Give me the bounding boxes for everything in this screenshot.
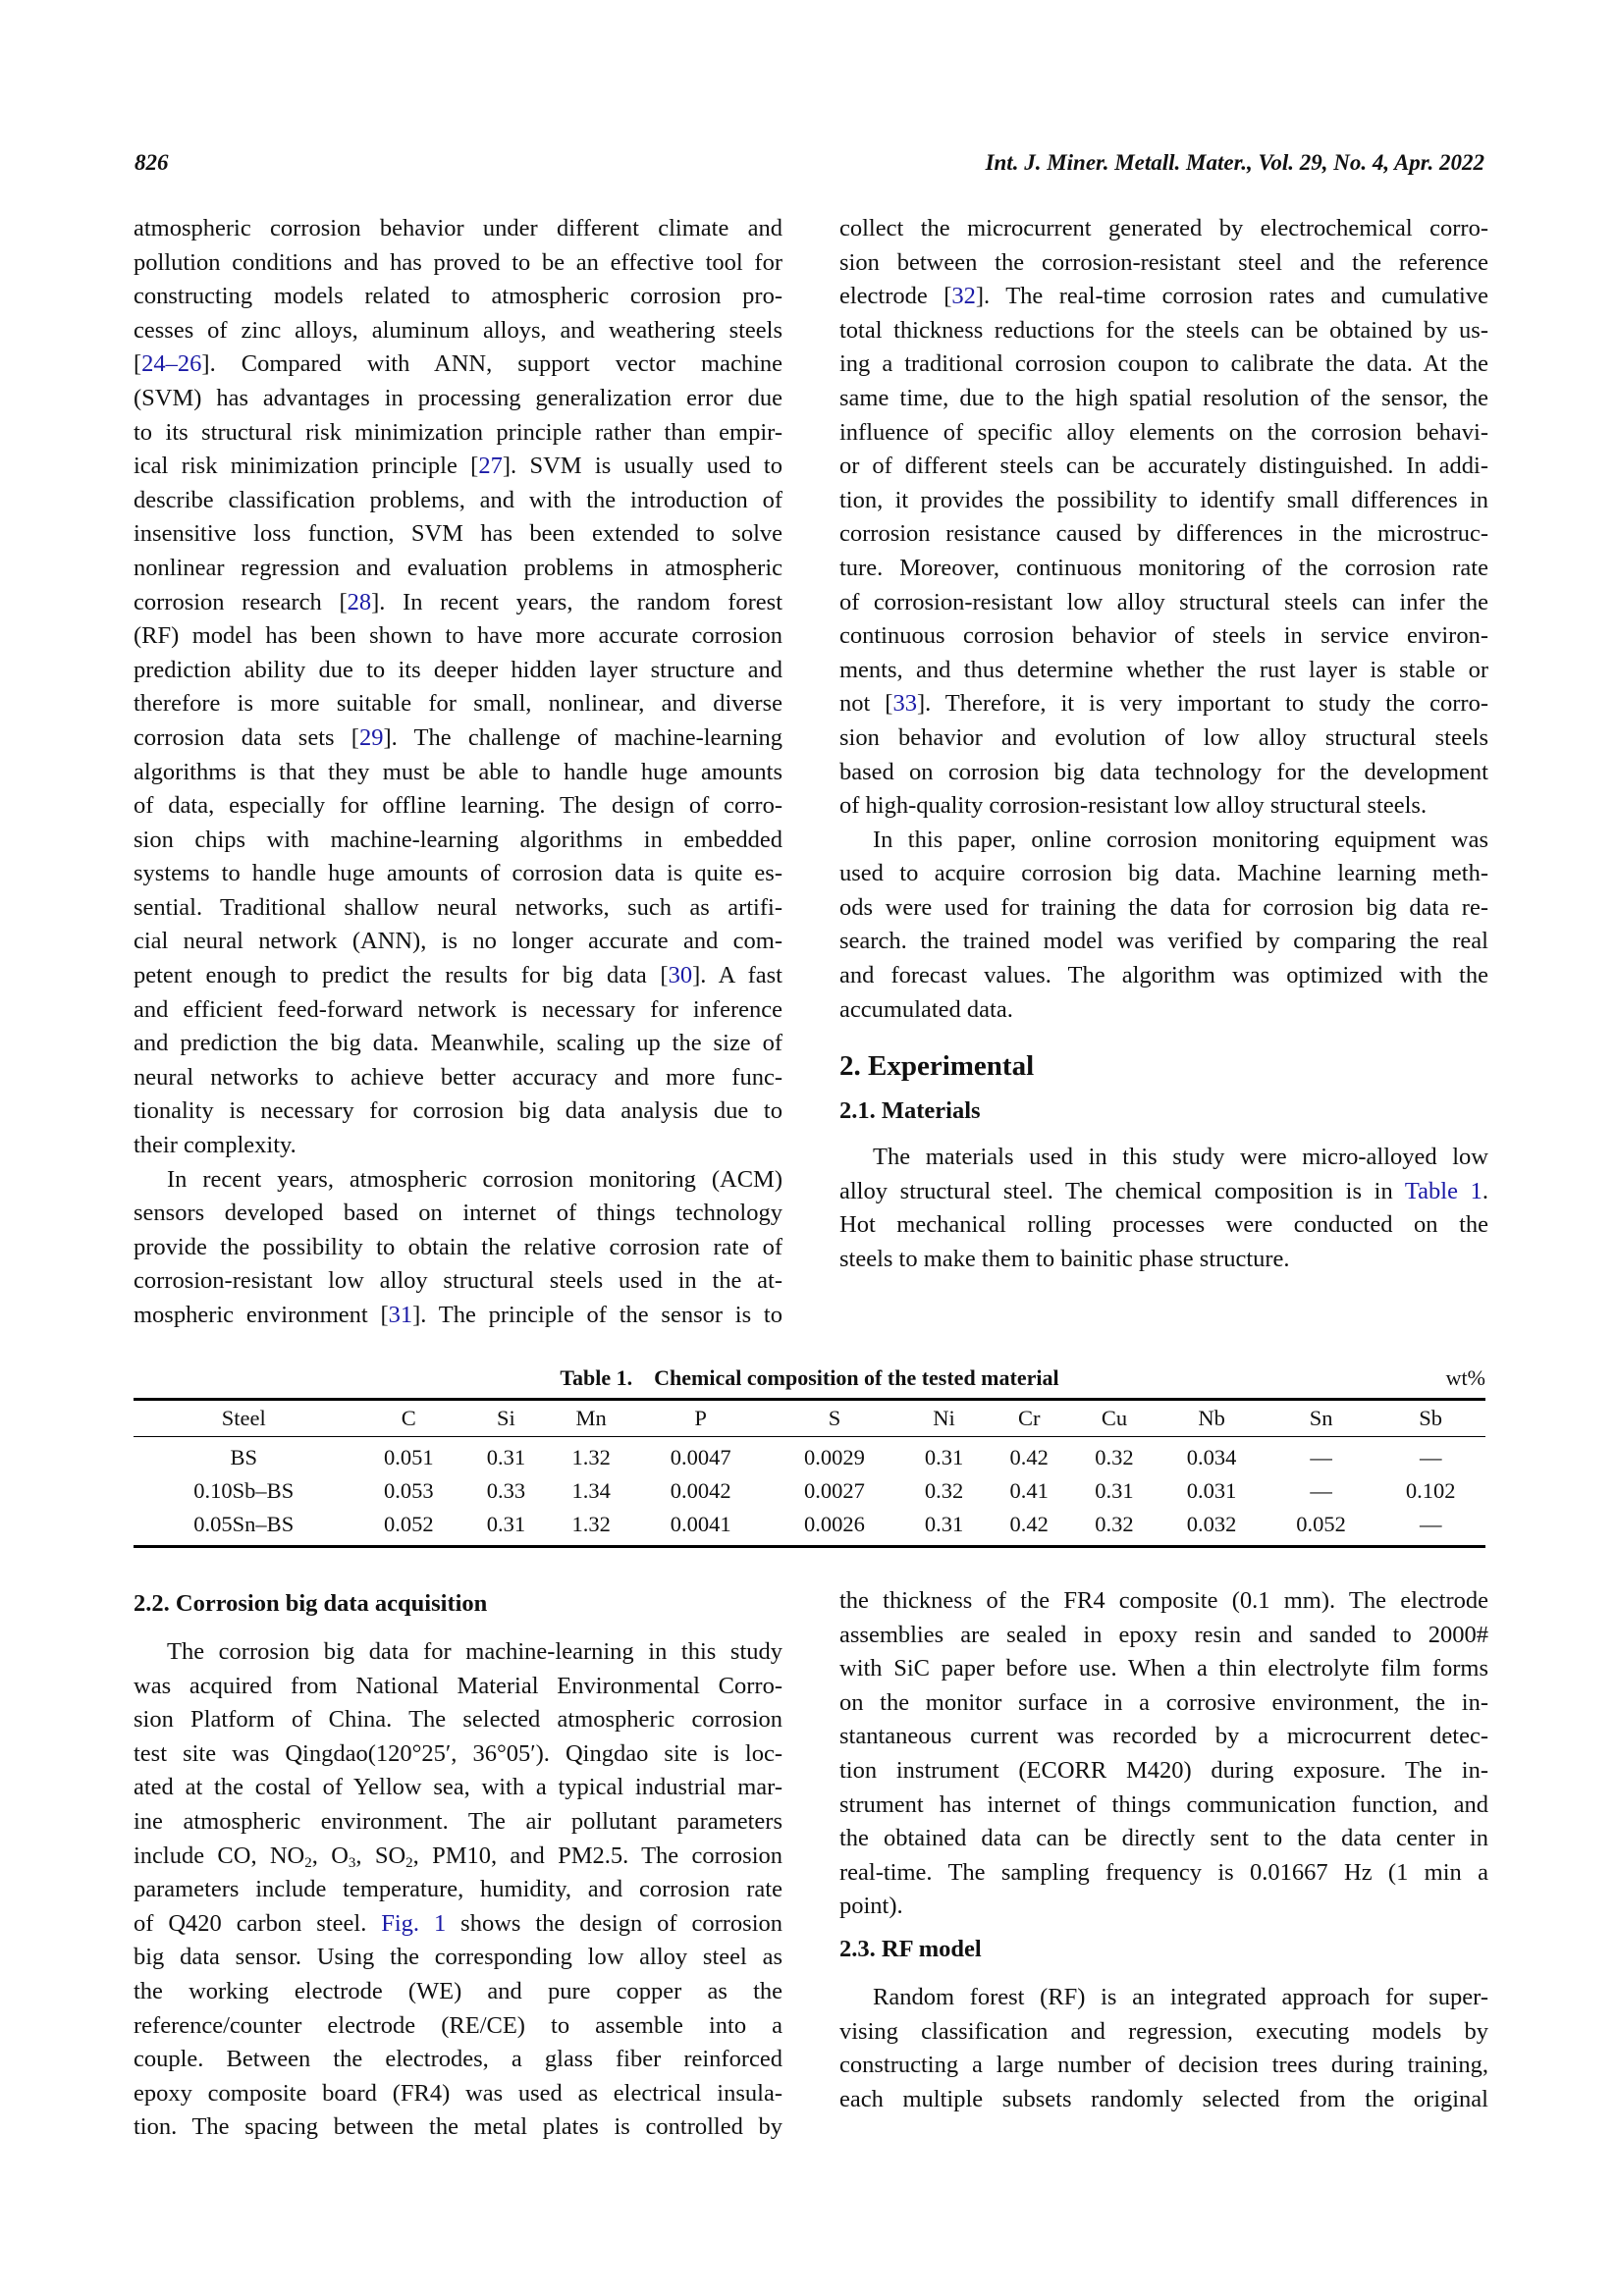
- text-segment: Random forest (RF) is an integrated approach for super-: [873, 1983, 1488, 2010]
- text-line: [134, 246, 782, 281]
- paragraph-lines: [839, 1584, 1488, 1924]
- text-line: [134, 789, 782, 824]
- text-line: [134, 1163, 782, 1198]
- text-line: [134, 1907, 782, 1942]
- text-line: [134, 2043, 782, 2077]
- text-line: [134, 416, 782, 451]
- text-segment: In this paper, online corrosion monitoring equipment was: [873, 826, 1488, 853]
- paragraph-lines: [839, 1981, 1488, 2116]
- text-segment: [: [134, 350, 142, 378]
- text-line: [134, 484, 782, 518]
- citation-link[interactable]: 32: [951, 283, 976, 310]
- text-segment: big data sensor. Using the corresponding low alloy steel as: [134, 1944, 782, 1971]
- text-line: [134, 619, 782, 654]
- text-segment: provide the possibility to obtain the relative corrosion rate of: [134, 1233, 782, 1260]
- text-segment: ical risk minimization principle [: [134, 453, 479, 480]
- text-line: [839, 1619, 1488, 1653]
- text-line: [839, 314, 1488, 348]
- table-cell: 0.032: [1186, 1512, 1237, 1536]
- text-line: [134, 1095, 782, 1129]
- text-segment: sion behavior and evolution of low alloy structural steels: [839, 723, 1488, 751]
- subsection-heading-materials: 2.1. Materials: [839, 1097, 981, 1125]
- table-cell: 0.31: [486, 1445, 526, 1469]
- text-line: [839, 1584, 1488, 1619]
- text-line: [134, 1027, 782, 1061]
- table-cell: 1.32: [571, 1445, 611, 1469]
- right-column-intro: [839, 212, 1488, 1277]
- citation-link[interactable]: Fig. 1: [381, 1909, 447, 1937]
- citation-link[interactable]: Table 1: [1404, 1177, 1482, 1204]
- citation-link[interactable]: 29: [358, 723, 384, 751]
- text-line: [134, 654, 782, 688]
- text-line: [839, 925, 1488, 959]
- text-segment: to its structural risk minimization principle rather than empir-: [134, 418, 782, 446]
- text-line: [134, 1737, 782, 1772]
- text-line: [839, 993, 1488, 1028]
- text-line: [839, 1175, 1488, 1209]
- text-segment: continuous corrosion behavior of steels in service environ-: [839, 622, 1488, 650]
- text-line: [134, 891, 782, 926]
- text-segment: of corrosion-resistant low alloy structural steels can infer the: [839, 588, 1488, 615]
- text-line: [839, 2083, 1488, 2117]
- text-line: [839, 347, 1488, 382]
- text-segment: constructing a large number of decision trees during training,: [839, 2052, 1488, 2079]
- text-segment: petent enough to predict the results for big data [: [134, 962, 669, 989]
- table-cell: 0.32: [924, 1478, 964, 1503]
- citation-link[interactable]: 30: [668, 962, 693, 989]
- text-segment: ods were used for training the data for corrosion big data re-: [839, 893, 1488, 921]
- column-header: Si: [463, 1400, 549, 1437]
- text-segment: shows the design of corrosion: [446, 1909, 782, 1937]
- text-segment: constructing models related to atmospheric corrosion pro-: [134, 283, 782, 310]
- text-segment: Hot mechanical rolling processes were conducted on the: [839, 1211, 1488, 1239]
- text-line: [134, 1975, 782, 2009]
- text-segment: test site was Qingdao(120°25′, 36°05′). Qingdao site is loc-: [134, 1739, 782, 1767]
- table-cell: 1.34: [571, 1478, 611, 1503]
- text-segment: with SiC paper before use. When a thin electrolyte film forms: [839, 1655, 1488, 1682]
- subsection-heading-acquisition: 2.2. Corrosion big data acquisition: [134, 1590, 488, 1617]
- text-segment: their complexity.: [134, 1132, 296, 1159]
- table-cell: 0.42: [1009, 1445, 1049, 1469]
- text-segment: the thickness of the FR4 composite (0.1 mm). The electrode: [839, 1587, 1488, 1614]
- citation-link[interactable]: 24–26: [141, 350, 202, 378]
- text-line: [134, 2009, 782, 2044]
- text-line: [839, 789, 1488, 824]
- text-segment: steels to make them to bainitic phase structure.: [839, 1246, 1290, 1273]
- table-cell: BS: [230, 1445, 258, 1469]
- table-cell: 0.31: [1095, 1478, 1134, 1503]
- text-line: [839, 619, 1488, 654]
- text-line: [839, 484, 1488, 518]
- text-segment: ated at the costal of Yellow sea, with a typical industrial mar-: [134, 1774, 782, 1801]
- text-segment: of high-quality corrosion-resistant low alloy structural steels.: [839, 792, 1428, 820]
- table-cell: —: [1310, 1445, 1332, 1469]
- column-header: Mn: [549, 1400, 634, 1437]
- text-line: [134, 925, 782, 959]
- text-line: [839, 212, 1488, 246]
- text-segment: describe classification problems, and with the introduction of: [134, 486, 782, 513]
- text-line: [134, 824, 782, 858]
- table-cell: 0.102: [1405, 1478, 1456, 1503]
- text-segment: ]. A fast: [692, 962, 782, 989]
- table-body: [134, 1437, 1485, 1547]
- text-segment: based on corrosion big data technology for the development: [839, 758, 1488, 785]
- table-cell: 0.33: [486, 1478, 526, 1503]
- text-segment: include CO, NO: [134, 1842, 305, 1869]
- text-segment: ]. The challenge of machine-learning: [383, 723, 782, 751]
- text-segment: and forecast values. The algorithm was optimized with the: [839, 962, 1488, 989]
- table-cell: 0.42: [1009, 1512, 1049, 1536]
- text-segment: sion chips with machine-learning algorithms in embedded: [134, 826, 782, 853]
- text-line: [134, 314, 782, 348]
- citation-link[interactable]: 31: [388, 1302, 413, 1328]
- text-line: [134, 721, 782, 756]
- table-cell: 0.41: [1009, 1478, 1049, 1503]
- text-line: [134, 586, 782, 620]
- text-line: [839, 552, 1488, 586]
- text-segment: mospheric environment [: [134, 1302, 389, 1328]
- column-header: Cr: [987, 1400, 1072, 1437]
- text-segment: ments, and thus determine whether the rust layer is stable or: [839, 656, 1488, 683]
- paragraph-lines: [839, 1141, 1488, 1276]
- text-line: [134, 2077, 782, 2111]
- text-segment: electrode [: [839, 283, 952, 310]
- table-title: Table 1. Chemical composition of the tested material: [560, 1365, 1059, 1390]
- text-segment: ine atmospheric environment. The air pollutant parameters: [134, 1807, 782, 1835]
- text-segment: pollution conditions and has proved to be an effective tool for: [134, 248, 782, 276]
- text-segment: sion Platform of China. The selected atmospheric corrosion: [134, 1706, 782, 1734]
- text-line: [839, 2049, 1488, 2083]
- column-header: Cu: [1072, 1400, 1158, 1437]
- text-line: [839, 382, 1488, 416]
- text-segment: couple. Between the electrodes, a glass fiber reinforced: [134, 2046, 782, 2073]
- paragraph-lines: [134, 1635, 782, 2145]
- text-line: [134, 1873, 782, 1907]
- text-segment: nonlinear regression and evaluation problems in atmospheric: [134, 554, 782, 581]
- text-segment: sensors developed based on internet of things technology: [134, 1200, 782, 1227]
- text-segment: corrosion-resistant low alloy structural steels used in the at-: [134, 1267, 782, 1295]
- text-line: [839, 280, 1488, 314]
- table-row: [134, 1508, 1485, 1547]
- text-segment: algorithms is that they must be able to handle huge amounts: [134, 758, 782, 785]
- text-segment: , PM10, and PM2.5. The corrosion: [412, 1842, 782, 1869]
- composition-table: [134, 1398, 1485, 1548]
- text-line: [839, 517, 1488, 552]
- text-segment: was acquired from National Material Environmental Corro-: [134, 1672, 782, 1699]
- text-segment: (RF) model has been shown to have more accurate corrosion: [134, 622, 782, 650]
- table-caption: [134, 1362, 1485, 1398]
- text-line: [839, 1720, 1488, 1754]
- text-segment: therefore is more suitable for small, nonlinear, and diverse: [134, 690, 782, 718]
- text-line: [134, 517, 782, 552]
- text-line: [134, 212, 782, 246]
- left-column-intro: [134, 212, 782, 1333]
- text-segment: the obtained data can be directly sent to the data center in: [839, 1825, 1488, 1852]
- table-cell: 0.031: [1186, 1478, 1237, 1503]
- text-line: [839, 1208, 1488, 1243]
- text-line: [134, 1805, 782, 1840]
- text-segment: .: [1482, 1177, 1489, 1204]
- text-line: [134, 2110, 782, 2145]
- text-line: [839, 721, 1488, 756]
- table-cell: —: [1419, 1512, 1442, 1536]
- text-line: [134, 687, 782, 721]
- text-segment: ]. In recent years, the random forest: [371, 588, 782, 615]
- text-segment: ing a traditional corrosion coupon to calibrate the data. At the: [839, 350, 1488, 378]
- right-column-rf: [839, 1584, 1488, 2116]
- column-header: Steel: [134, 1400, 354, 1437]
- text-line: [839, 1856, 1488, 1891]
- text-segment: corrosion data sets [: [134, 723, 359, 751]
- table-cell: 0.052: [1296, 1512, 1346, 1536]
- paragraph-lines: [134, 212, 782, 1333]
- text-segment: strument has internet of things communication function, and: [839, 1790, 1488, 1818]
- text-line: [134, 1840, 782, 1874]
- table-row: [134, 1437, 1485, 1475]
- table-cell: 0.32: [1095, 1445, 1134, 1469]
- text-segment: atmospheric corrosion behavior under different climate and: [134, 215, 782, 241]
- text-segment: sion between the corrosion-resistant steel and the reference: [839, 248, 1488, 276]
- table-cell: 0.05Sn–BS: [193, 1512, 295, 1536]
- text-segment: total thickness reductions for the steels can be obtained by us-: [839, 316, 1488, 344]
- text-segment: ]. The principle of the sensor is to: [412, 1302, 782, 1328]
- text-line: [839, 857, 1488, 891]
- text-line: [839, 756, 1488, 790]
- text-segment: ]. The real-time corrosion rates and cumulative: [975, 283, 1488, 310]
- text-line: [134, 1635, 782, 1670]
- text-line: [839, 246, 1488, 281]
- text-segment: sential. Traditional shallow neural networks, such as artifi-: [134, 893, 782, 921]
- text-segment: cial neural network (ANN), is no longer accurate and com-: [134, 928, 782, 955]
- text-segment: epoxy composite board (FR4) was used as electrical insula-: [134, 2079, 782, 2107]
- text-line: [134, 756, 782, 790]
- journal-citation-header: Int. J. Miner. Metall. Mater., Vol. 29, No. 4, Apr. 2022: [985, 150, 1484, 175]
- text-line: [134, 347, 782, 382]
- text-line: [134, 1061, 782, 1095]
- text-line: [134, 959, 782, 993]
- text-segment: tion, it provides the possibility to identify small differences in: [839, 486, 1488, 513]
- text-line: [134, 1703, 782, 1737]
- table-cell: 0.10Sb–BS: [193, 1478, 295, 1503]
- subscript: 2: [304, 1854, 312, 1871]
- citation-link[interactable]: 33: [892, 690, 917, 718]
- text-segment: ]. Compared with ANN, support vector machine: [201, 350, 782, 378]
- text-segment: of Q420 carbon steel.: [134, 1909, 382, 1937]
- text-line: [839, 450, 1488, 484]
- page-number: 826: [135, 150, 169, 175]
- text-segment: of data, especially for offline learning. The design of corro-: [134, 792, 782, 820]
- text-line: [839, 654, 1488, 688]
- table-cell: —: [1419, 1445, 1442, 1469]
- table-cell: 0.0041: [670, 1512, 731, 1536]
- text-segment: neural networks to achieve better accuracy and more func-: [134, 1063, 782, 1091]
- text-line: [134, 1129, 782, 1163]
- text-segment: tion instrument (ECORR M420) during exposure. The in-: [839, 1756, 1488, 1784]
- text-segment: and prediction the big data. Meanwhile, scaling up the size of: [134, 1030, 782, 1057]
- text-segment: and efficient feed-forward network is necessary for inference: [134, 995, 782, 1023]
- table-cell: 0.0047: [670, 1445, 731, 1469]
- text-line: [839, 1890, 1488, 1924]
- text-segment: prediction ability due to its deeper hidden layer structure and: [134, 656, 782, 683]
- text-segment: the working electrode (WE) and pure copper as the: [134, 1977, 782, 2004]
- text-line: [839, 1981, 1488, 2015]
- text-segment: tionality is necessary for corrosion big data analysis due to: [134, 1097, 782, 1125]
- left-column-acquisition: [134, 1584, 782, 2145]
- column-header: C: [354, 1400, 464, 1437]
- text-segment: The corrosion big data for machine-learning in this study: [167, 1638, 782, 1665]
- table-cell: —: [1310, 1478, 1332, 1503]
- text-segment: tion. The spacing between the metal plates is controlled by: [134, 2113, 782, 2141]
- table-cell: 0.034: [1186, 1445, 1237, 1469]
- text-line: [134, 1197, 782, 1231]
- citation-link[interactable]: 28: [347, 588, 372, 615]
- table-cell: 0.0027: [804, 1478, 865, 1503]
- text-segment: corrosion research [: [134, 588, 348, 615]
- column-header: S: [768, 1400, 901, 1437]
- text-segment: real-time. The sampling frequency is 0.01667 Hz (1 min a: [839, 1858, 1488, 1886]
- text-segment: ]. Therefore, it is very important to study the corro-: [916, 690, 1488, 718]
- paragraph-lines: [839, 212, 1488, 1027]
- text-line: [839, 1652, 1488, 1686]
- table-header-row: [134, 1400, 1485, 1437]
- table-cell: 0.0026: [804, 1512, 865, 1536]
- text-segment: ture. Moreover, continuous monitoring of the corrosion rate: [839, 554, 1488, 581]
- table-cell: 0.053: [383, 1478, 434, 1503]
- text-segment: , SO: [355, 1842, 406, 1869]
- text-segment: ]. SVM is usually used to: [502, 453, 782, 480]
- text-segment: collect the microcurrent generated by electrochemical corro-: [839, 215, 1488, 241]
- citation-link[interactable]: 27: [478, 453, 503, 480]
- text-line: [839, 959, 1488, 993]
- text-line: [839, 416, 1488, 451]
- text-line: [839, 687, 1488, 721]
- text-line: [134, 1299, 782, 1333]
- text-segment: used to acquire corrosion big data. Machine learning meth-: [839, 860, 1488, 887]
- text-segment: on the monitor surface in a corrosive environment, the in-: [839, 1688, 1488, 1716]
- text-segment: In recent years, atmospheric corrosion monitoring (ACM): [167, 1165, 782, 1193]
- section-heading-experimental: 2. Experimental: [839, 1050, 1035, 1083]
- text-line: [134, 1771, 782, 1805]
- subsection-heading-rf-model: 2.3. RF model: [839, 1935, 982, 1962]
- text-line: [839, 891, 1488, 926]
- text-segment: The materials used in this study were micro-alloyed low: [873, 1144, 1488, 1171]
- table-unit: wt%: [1445, 1365, 1485, 1390]
- text-segment: cesses of zinc alloys, aluminum alloys, and weathering steels: [134, 316, 782, 344]
- text-segment: each multiple subsets randomly selected from the original: [839, 2085, 1488, 2112]
- text-line: [134, 993, 782, 1028]
- column-header: P: [634, 1400, 768, 1437]
- text-segment: vising classification and regression, executing models by: [839, 2017, 1488, 2045]
- text-line: [134, 280, 782, 314]
- text-line: [839, 824, 1488, 858]
- table-cell: 1.32: [571, 1512, 611, 1536]
- table-cell: 0.31: [486, 1512, 526, 1536]
- text-line: [134, 1670, 782, 1704]
- column-header: Sn: [1267, 1400, 1376, 1437]
- text-segment: not [: [839, 690, 893, 718]
- table-cell: 0.051: [383, 1445, 434, 1469]
- text-segment: or of different steels can be accurately distinguished. In addi-: [839, 453, 1488, 480]
- text-line: [839, 1141, 1488, 1175]
- table-1: [134, 1362, 1485, 1548]
- text-line: [839, 1686, 1488, 1721]
- text-line: [839, 1822, 1488, 1856]
- text-segment: reference/counter electrode (RE/CE) to assemble into a: [134, 2011, 782, 2039]
- text-segment: , O: [311, 1842, 349, 1869]
- text-segment: search. the trained model was verified by comparing the real: [839, 928, 1488, 955]
- text-segment: point).: [839, 1893, 903, 1920]
- text-segment: accumulated data.: [839, 995, 1013, 1023]
- text-segment: corrosion resistance caused by differences in the microstruc-: [839, 520, 1488, 548]
- text-segment: stantaneous current was recorded by a microcurrent detec-: [839, 1723, 1488, 1750]
- table-cell: 0.31: [924, 1445, 964, 1469]
- text-segment: insensitive loss function, SVM has been extended to solve: [134, 520, 782, 548]
- text-segment: influence of specific alloy elements on the corrosion behavi-: [839, 418, 1488, 446]
- text-segment: parameters include temperature, humidity, and corrosion rate: [134, 1876, 782, 1903]
- table-cell: 0.31: [924, 1512, 964, 1536]
- table-cell: 0.0042: [670, 1478, 731, 1503]
- subscript: 3: [348, 1854, 356, 1871]
- text-line: [134, 1941, 782, 1975]
- text-line: [134, 450, 782, 484]
- table-row: [134, 1474, 1485, 1508]
- text-line: [839, 1789, 1488, 1823]
- text-line: [134, 857, 782, 891]
- column-header: Ni: [901, 1400, 987, 1437]
- text-segment: assemblies are sealed in epoxy resin and sanded to 2000#: [839, 1621, 1488, 1648]
- text-line: [134, 1264, 782, 1299]
- column-header: Sb: [1375, 1400, 1485, 1437]
- text-line: [134, 552, 782, 586]
- text-segment: systems to handle huge amounts of corrosion data is quite es-: [134, 860, 782, 887]
- table-cell: 0.052: [383, 1512, 434, 1536]
- text-line: [839, 586, 1488, 620]
- table-cell: 0.0029: [804, 1445, 865, 1469]
- text-line: [134, 382, 782, 416]
- text-line: [134, 1231, 782, 1265]
- table-cell: 0.32: [1095, 1512, 1134, 1536]
- text-segment: same time, due to the high spatial resolution of the sensor, the: [839, 384, 1488, 411]
- text-line: [839, 1243, 1488, 1277]
- subscript: 2: [405, 1854, 413, 1871]
- text-segment: (SVM) has advantages in processing generalization error due: [134, 384, 782, 411]
- text-line: [839, 1754, 1488, 1789]
- column-header: Nb: [1157, 1400, 1267, 1437]
- text-line: [839, 2015, 1488, 2050]
- text-segment: alloy structural steel. The chemical composition is in: [839, 1177, 1405, 1204]
